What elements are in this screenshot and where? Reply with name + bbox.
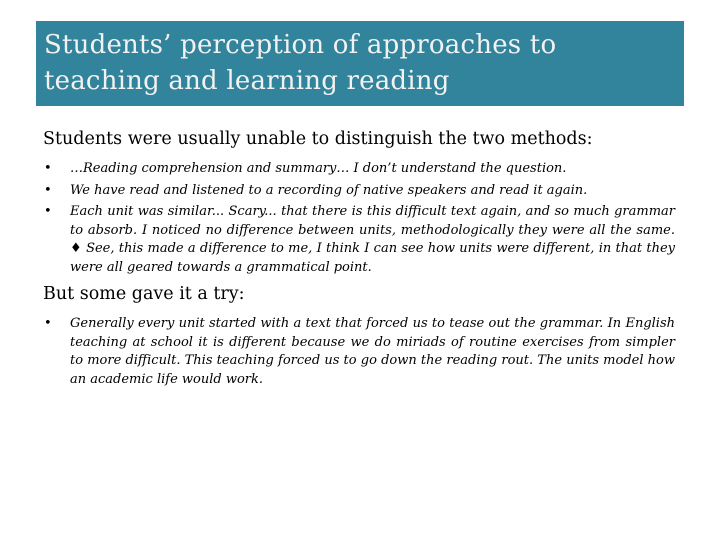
bullet-item [43,203,675,277]
section-2 [43,281,675,389]
bullet-dot-icon: • [44,161,52,176]
title-bar [36,21,684,106]
bullet-dot-icon: • [44,182,52,198]
section-1 [43,126,675,277]
bullet-item [43,182,675,201]
bullet-text: …Reading comprehension and summary… I don’t understand the question. [70,161,567,176]
bullet-text: Each unit was similar... Scary... that there is this difficult text again, and so much grammar to absorb. I noticed no difference between units, methodologically they were all the same. ♦ See, this made a difference to me, I think I can see how units were different, in that they were all geared towards a grammatical point. [70,204,675,275]
bullet-item [43,315,675,389]
section-2-heading: But some gave it a try: [43,284,245,304]
slide-content [43,126,675,392]
bullet-text: Generally every unit started with a text that forced us to tease out the grammar. In English teaching at school it is different because we do miriads of routine exercises from simpler to more difficult. This teaching forced us to go down the reading rout. The units model how an academic life would work. [70,316,675,387]
bullet-item [43,160,675,179]
section-1-bullet-list [43,160,675,277]
section-2-bullet-list [43,315,675,389]
slide-title: Students’ perception of approaches to teaching and learning reading [44,30,557,96]
section-1-heading: Students were usually unable to distinguish the two methods: [43,129,593,149]
bullet-text: We have read and listened to a recording of native speakers and read it again. [70,182,588,198]
bullet-dot-icon: • [44,316,52,331]
bullet-dot-icon: • [44,204,52,219]
